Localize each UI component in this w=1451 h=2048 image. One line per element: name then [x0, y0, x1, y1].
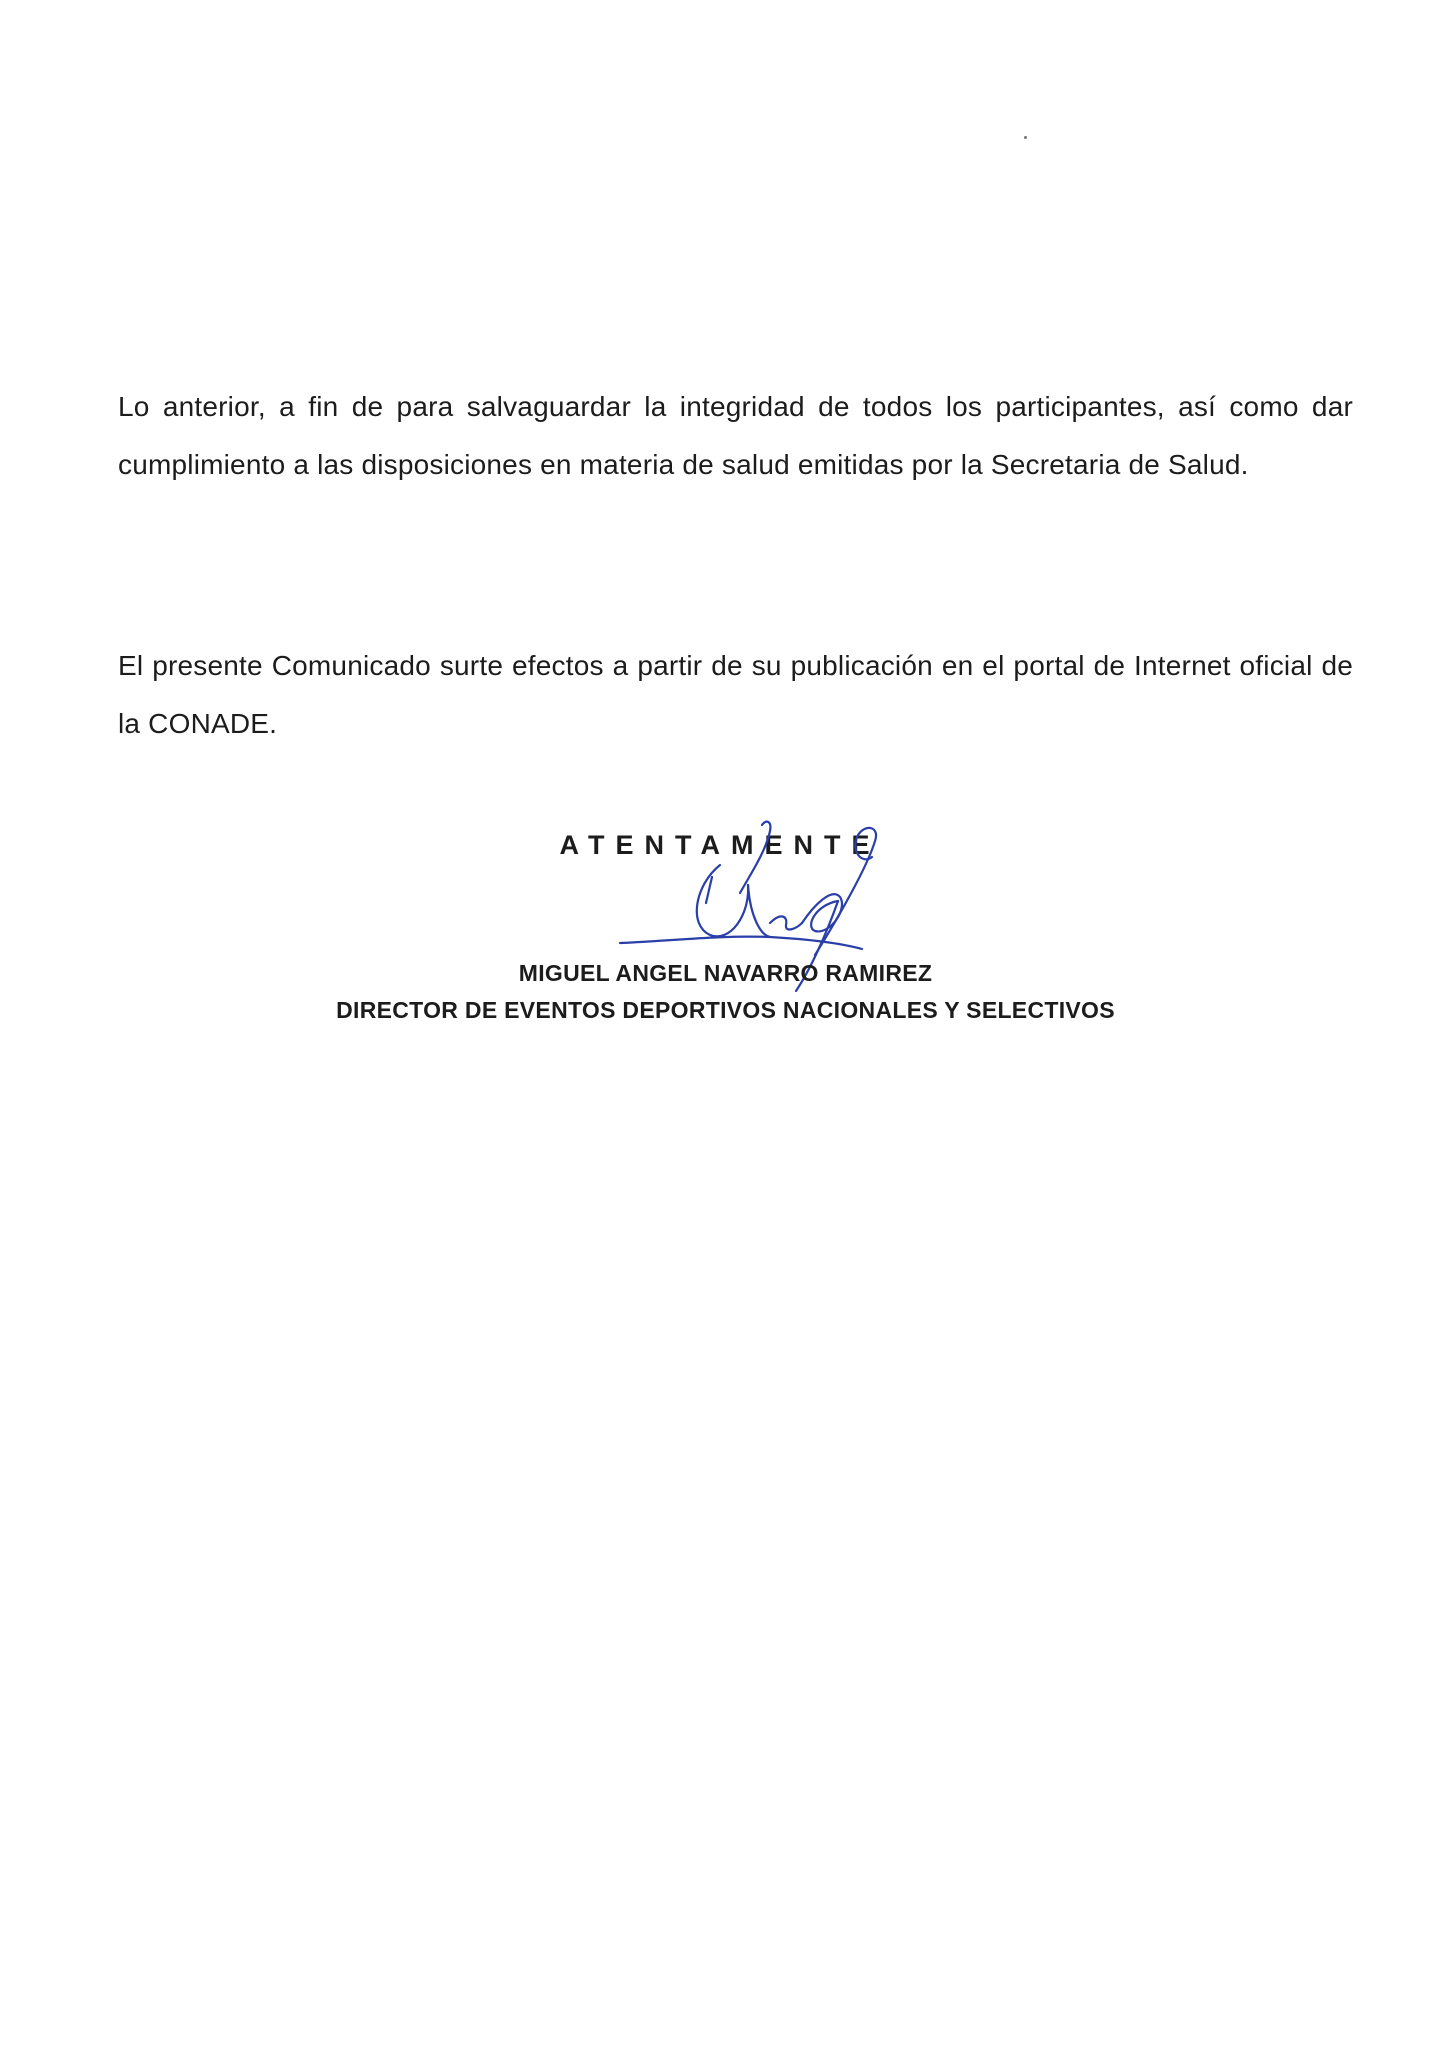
paragraph-health-measures: Lo anterior, a fin de para salvaguardar la integridad de todos los participantes, así como dar cumplimiento a las disposiciones en materia de salud emitidas por la Secretaria de Salud. [118, 391, 1353, 480]
signer-name: MIGUEL ANGEL NAVARRO RAMIREZ [518, 960, 933, 986]
closing-salutation: ATENTAMENTE [559, 830, 881, 860]
paper-speck [1024, 136, 1027, 139]
signer-title: DIRECTOR DE EVENTOS DEPORTIVOS NACIONALES Y SELECTIVOS [336, 997, 1115, 1023]
paragraph-effective-date: El presente Comunicado surte efectos a partir de su publicación en el portal de Internet oficial de la CONADE. [118, 650, 1353, 739]
